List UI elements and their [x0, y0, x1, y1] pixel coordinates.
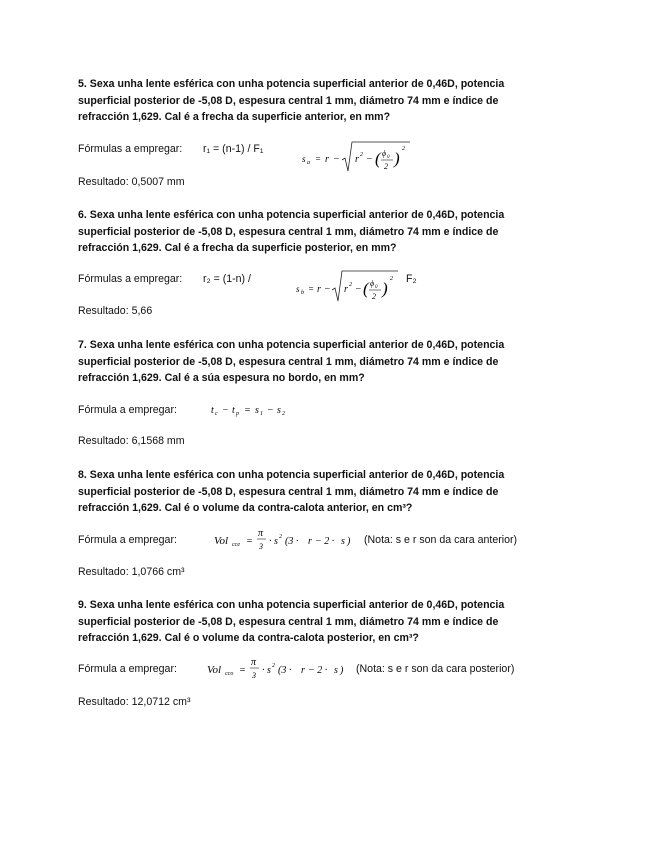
volume-equation-anterior: [212, 524, 360, 559]
svg-text:Vol: Vol: [214, 535, 229, 547]
formula-label: Fórmula a empregar:: [78, 404, 177, 416]
svg-text:−: −: [366, 154, 373, 165]
svg-text:s: s: [277, 405, 281, 416]
formula-label: Fórmulas a empregar:: [78, 273, 183, 285]
svg-text:π: π: [258, 528, 264, 539]
svg-text:(3 ·: (3 ·: [285, 536, 299, 547]
svg-text:2: 2: [279, 534, 282, 540]
formula-label: Fórmulas a empregar:: [78, 143, 183, 155]
question-7: [78, 337, 548, 387]
svg-text:): ): [382, 279, 388, 298]
volume-equation-posterior: [205, 653, 353, 688]
question-number: 8.: [78, 469, 87, 481]
svg-text:2: 2: [402, 146, 405, 152]
svg-text:1: 1: [260, 411, 263, 417]
svg-text:2: 2: [272, 663, 275, 669]
svg-text:t: t: [211, 405, 214, 416]
sagitta-equation-posterior: [294, 267, 404, 308]
result-text: Resultado: 12,0712 cm³: [78, 696, 191, 708]
svg-text:): ): [394, 149, 400, 168]
formula-label: Fórmula a empregar:: [78, 663, 177, 675]
formula-note: (Nota: s e r son da cara anterior): [364, 534, 518, 546]
formula-text: r₂ = (1-n) /: [203, 273, 251, 285]
svg-text:s: s: [341, 536, 345, 547]
question-text: Sexa unha lente esférica con unha potencia superficial anterior de 0,46D, potencia superficial posterior de -5,08 D, espesura central 1 mm, diámetro 74 mm e índice de refracción 1,629. Cal é a frecha da superficie posterior, en mm?: [78, 209, 505, 254]
question-number: 7.: [78, 339, 87, 351]
svg-text:·: ·: [262, 665, 265, 676]
question-8: [78, 467, 548, 517]
svg-text:s: s: [274, 536, 278, 547]
svg-text:=: =: [308, 284, 315, 294]
svg-text:2: 2: [349, 282, 352, 288]
svg-text:−: −: [222, 405, 229, 416]
svg-text:0: 0: [387, 155, 390, 160]
sagitta-equation-anterior: [300, 138, 420, 179]
svg-text:−: −: [324, 284, 331, 295]
svg-text:3: 3: [259, 542, 263, 551]
svg-text:r: r: [344, 284, 348, 295]
svg-text:b: b: [301, 290, 304, 296]
svg-text:s: s: [296, 284, 300, 294]
svg-text:(: (: [363, 279, 369, 298]
question-number: 6.: [78, 209, 87, 221]
question-number: 5.: [78, 78, 87, 90]
svg-text:−: −: [355, 284, 362, 295]
question-text: Sexa unha lente esférica con unha potencia superficial anterior de 0,46D, potencia superficial posterior de -5,08 D, espesura central 1 mm, diámetro 74 mm e índice de refracción 1,629. Cal é a súa espesura no bordo, en mm?: [78, 339, 505, 384]
svg-text:=: =: [244, 405, 251, 416]
svg-text:t: t: [232, 405, 235, 416]
question-text: Sexa unha lente esférica con unha potencia superficial anterior de 0,46D, potencia superficial posterior de -5,08 D, espesura central 1 mm, diámetro 74 mm e índice de refracción 1,629. Cal é o volume da contra-calota posterior, en cm³?: [78, 599, 505, 644]
svg-text:s: s: [334, 665, 338, 676]
question-number: 9.: [78, 599, 87, 611]
result-text: Resultado: 1,0766 cm³: [78, 566, 185, 578]
svg-text:ϕ: ϕ: [382, 149, 387, 158]
svg-text:3: 3: [252, 671, 256, 680]
formula-text: r₁ = (n-1) / F₁: [203, 143, 264, 155]
svg-text:ϕ: ϕ: [370, 279, 375, 288]
svg-text:·: ·: [269, 536, 272, 547]
svg-text:r: r: [301, 665, 305, 676]
question-text: Sexa unha lente esférica con unha potencia superficial anterior de 0,46D, potencia superficial posterior de -5,08 D, espesura central 1 mm, diámetro 74 mm e índice de refracción 1,629. Cal é a frecha da superficie anterior, en mm?: [78, 78, 505, 123]
svg-text:r: r: [325, 154, 329, 165]
svg-text:− 2 ·: − 2 ·: [315, 536, 335, 547]
svg-text:p: p: [236, 411, 239, 417]
svg-text:=: =: [239, 665, 246, 676]
svg-text:a: a: [307, 160, 310, 166]
question-6: [78, 207, 548, 257]
svg-text:s: s: [255, 405, 259, 416]
svg-text:0: 0: [375, 285, 378, 290]
svg-text:(: (: [375, 149, 381, 168]
svg-text:π: π: [251, 657, 257, 668]
svg-text:): ): [347, 536, 351, 547]
result-text: Resultado: 5,66: [78, 305, 153, 317]
svg-text:=: =: [315, 154, 322, 164]
svg-text:2: 2: [390, 276, 393, 282]
result-text: Resultado: 6,1568 mm: [78, 435, 185, 447]
svg-text:s: s: [302, 154, 306, 164]
question-9: [78, 597, 548, 647]
svg-text:−: −: [267, 405, 274, 416]
svg-text:cco: cco: [225, 671, 234, 677]
svg-text:− 2 ·: − 2 ·: [308, 665, 328, 676]
svg-text:r: r: [355, 154, 359, 165]
formula-label: Fórmula a empregar:: [78, 534, 177, 546]
svg-text:=: =: [246, 536, 253, 547]
question-5: [78, 76, 548, 126]
svg-text:r: r: [317, 284, 321, 295]
svg-text:−: −: [333, 154, 340, 165]
svg-text:2: 2: [282, 411, 285, 417]
question-text: Sexa unha lente esférica con unha potencia superficial anterior de 0,46D, potencia superficial posterior de -5,08 D, espesura central 1 mm, diámetro 74 mm e índice de refracción 1,629. Cal é o volume da contra-calota anterior, en cm³?: [78, 469, 505, 514]
svg-text:2: 2: [384, 162, 388, 171]
svg-text:Vol: Vol: [207, 664, 222, 676]
svg-text:c: c: [215, 411, 218, 417]
svg-text:s: s: [267, 665, 271, 676]
formula-suffix: F₂: [406, 273, 417, 285]
svg-text:): ): [340, 665, 344, 676]
svg-text:(3 ·: (3 ·: [278, 665, 292, 676]
result-text: Resultado: 0,5007 mm: [78, 176, 185, 188]
svg-text:2: 2: [372, 292, 376, 301]
edge-thickness-equation: [209, 398, 304, 425]
svg-text:r: r: [308, 536, 312, 547]
svg-text:cce: cce: [232, 542, 240, 548]
formula-note: (Nota: s e r son da cara posterior): [356, 663, 515, 675]
svg-text:2: 2: [360, 152, 363, 158]
